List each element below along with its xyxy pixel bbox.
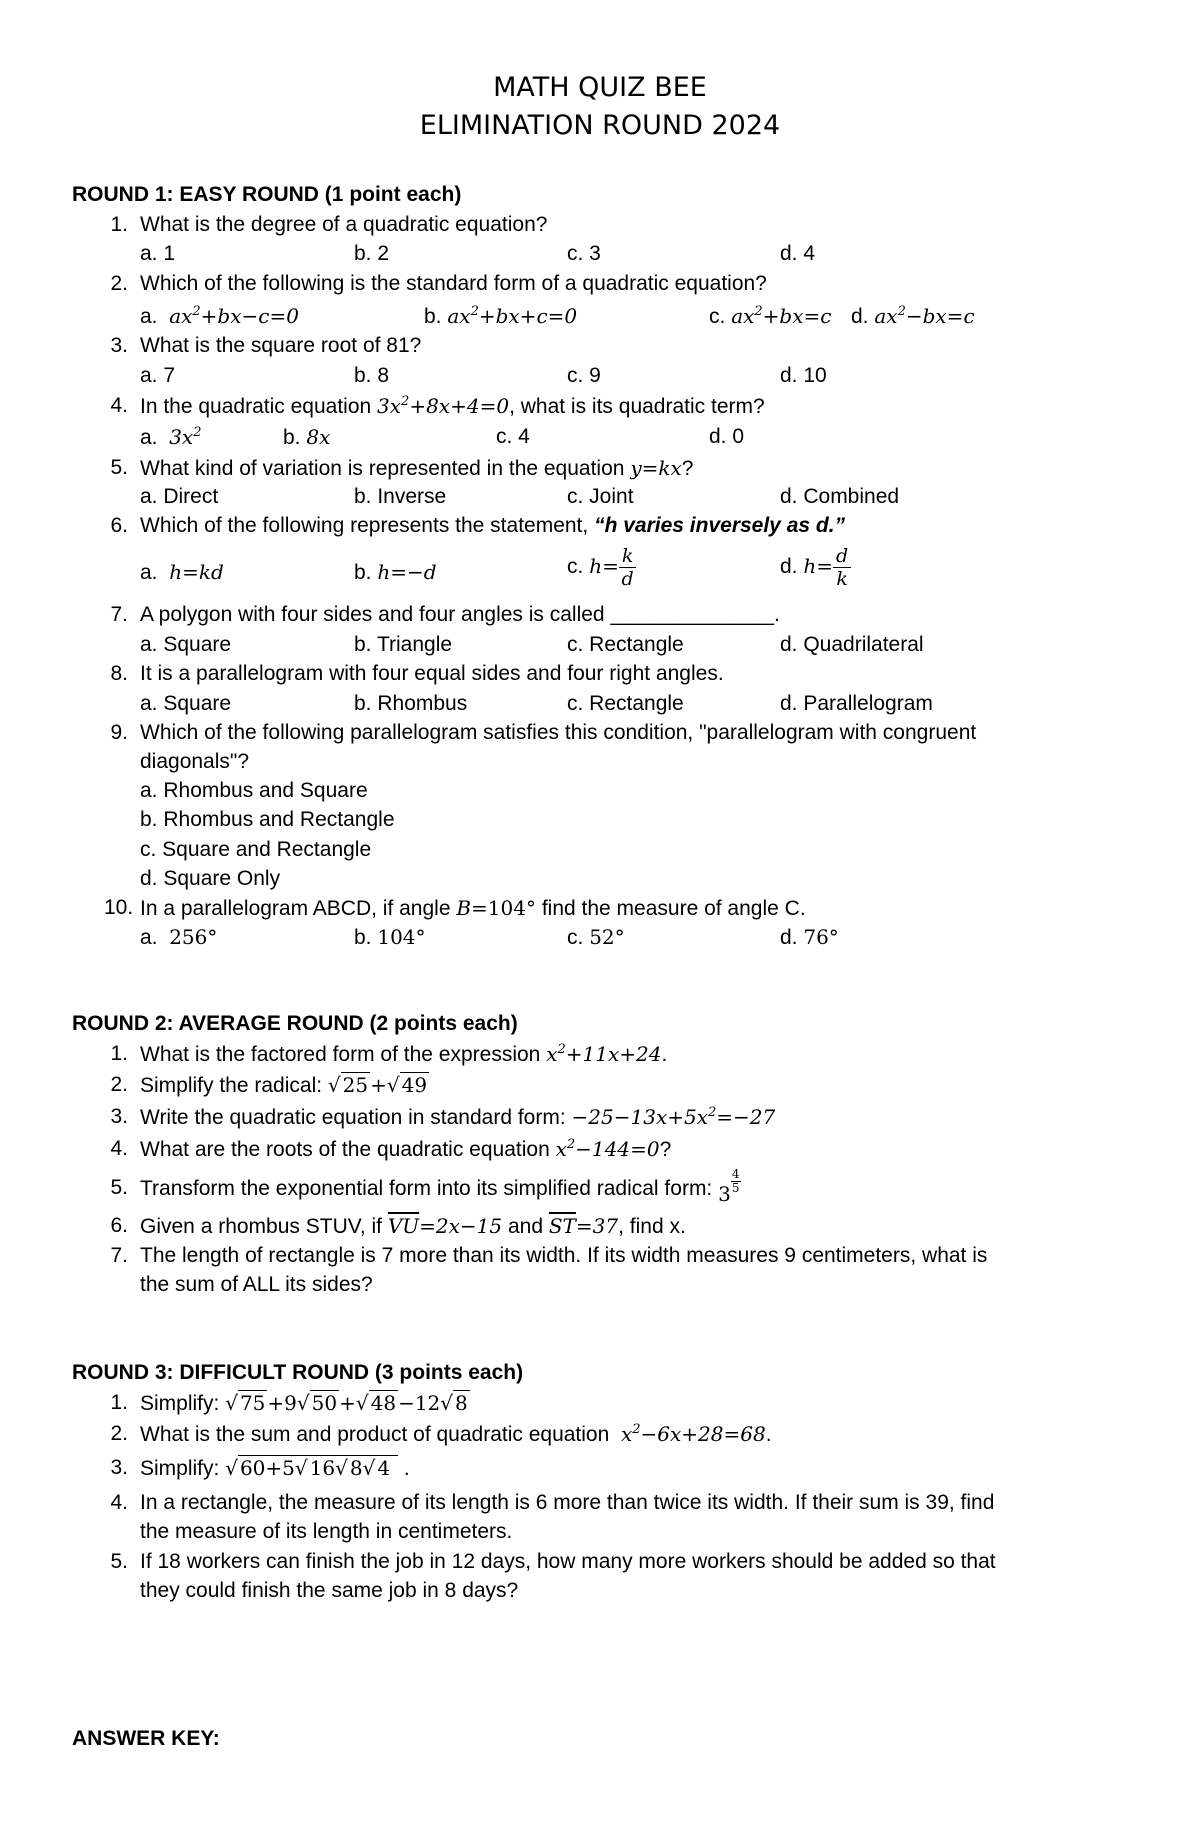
option-a: a. Square (140, 692, 232, 715)
r1-q10-text: In a parallelogram ABCD, if angle B=104° find the measure of angle C. (140, 896, 806, 920)
option-d: d. $ax^2-bx=c$ (851, 304, 975, 328)
option-c: c. 4 (496, 425, 530, 448)
r1-q6-options (0, 545, 1200, 601)
r1-q9-text-line2: diagonals"? (140, 750, 250, 773)
r1-q3-text: What is the square root of 81? (140, 334, 422, 357)
option-b: b. Rhombus (354, 692, 468, 715)
round2-heading: ROUND 2: AVERAGE ROUND (2 points each) (72, 1012, 518, 1035)
option-a: a. h=kd (140, 560, 224, 584)
option-a: a. $ax^2+bx-c=0$ (140, 304, 299, 328)
option-c: c. Joint (567, 485, 634, 508)
quiz-document: MATH QUIZ BEE ELIMINATION ROUND 2024 ROUND 1: EASY ROUND (1 point each) 1. What is the degree of a quadratic equation? a. 1 b. 2 c. 3 d. 4 2. Which of the following is the standard form of a quadratic equation? a. $ax^2+bx-c=0$ b. $ax^2+bx+c=0$ c. $ax^2+bx=c$ d. $ax^2-bx=c$ 3. What is the square root of 81? a. 7 b. 8 c. 9 d. 10 4. In the quadratic equation $3x^2+8x+4=0$, what is its quadratic term? a. $3x^2$ b. 8x c. 4 d. 0 5. What kind of variation is represented in the equation y=kx? a. Direct b. Inverse c. Joint d. Combined 6. Which of the following represents the statement, “h varies inversely as d.” a. h=kd b. h=−d c. h= $\frac{k}{d}$ d. h= $\frac{d}{k}$ 7. A polygon with four sides and four angles is called ______________. a. Square b. Triangle c. Rectangle d. Quadrilateral 8. It is a parallelogram with four equal sides and four right angles. a. Square b. Rhombus c. Rectangle d. Parallelogram 9. Which of the following parallelogram satisfies this condition, "parallelogram with congruent diagonals"? a. Rhombus and Square b. Rhombus and Rectangle c. Square and Rectangle d. Square Only 10. In a parallelogram ABCD, if angle B=104° find the measure of angle C. a. 256° b. 104° c. 52° d. 76° ROUND 2: AVERAGE ROUND (2 points each) 1. What is the factored form of the expression $x^2+11x+24$. 2. Simplify the radical: √ 25 +√ 49 3. Write the quadratic equation in standard form: $-25-13x+5x^2=-27$ 4. What are the roots of the quadratic equation $x^2-144=0$? 5. Transform the exponential form into its simplified radical form: 3 $\frac{4}{5}$ 6. Given a rhombus STUV, if $\overline{VU}=2x-15$ and $\overline{ST}=37$, find x. 7. The length of rectangle is 7 more than its width. If its width measures 9 centimeters, what is the sum of ALL its sides? ROUND 3: DIFFICULT ROUND (3 points each) 1. Simplify: √ 75 +9√ 50 +√ 48 −12√ 8 2. What is the sum and product of quadratic equation $x^2-6x+28=68$. 3. Simplify: √ 60+5√ 16√ 8√ 4 . 4. In a rectangle, the measure of its length is 6 more than twice its width. If their sum is 39, find the measure of its length in centimeters. 5. If 18 workers can finish the job in 12 days, how many more workers should be added so that they could finish the same job in 8 days? ANSWER KEY: (0, 0, 1200, 1835)
option-b: b. Rhombus and Rectangle (140, 808, 395, 831)
round3-heading: ROUND 3: DIFFICULT ROUND (3 points each) (72, 1361, 524, 1384)
option-d: d. 10 (780, 364, 827, 387)
option-a: a. Rhombus and Square (140, 779, 368, 802)
option-a: a. 1 (140, 242, 176, 265)
answer-key-heading: ANSWER KEY: (72, 1727, 220, 1750)
option-b: b. 8x (283, 425, 331, 449)
r1-q7-text: A polygon with four sides and four angles is called ______________. (140, 603, 780, 626)
r1-q5-text: What kind of variation is represented in the equation y=kx? (140, 456, 694, 480)
option-c: c. 52° (567, 925, 625, 949)
r3-q5-line2: they could finish the same job in 8 days? (140, 1579, 519, 1602)
option-d: d. 0 (709, 425, 745, 448)
option-d: d. 76° (780, 925, 839, 949)
option-c: c. $ax^2+bx=c$ (709, 304, 832, 328)
option-c: c. Rectangle (567, 633, 684, 656)
round1-heading: ROUND 1: EASY ROUND (1 point each) (72, 183, 462, 206)
option-a: a. 256° (140, 925, 218, 949)
option-c: c. 9 (567, 364, 601, 387)
option-a: a. $3x^2$ (140, 425, 202, 449)
r3-q4-line2: the measure of its length in centimeters. (140, 1520, 513, 1543)
option-a: a. Square (140, 633, 232, 656)
option-c: c. Square and Rectangle (140, 838, 372, 861)
option-d: d. Quadrilateral (780, 633, 924, 656)
r1-q9-text-line1: Which of the following parallelogram satisfies this condition, "parallelogram with congruent (140, 721, 977, 744)
option-c: c. Rectangle (567, 692, 684, 715)
option-b: b. 2 (354, 242, 390, 265)
option-c: c. h= $\frac{k}{d}$ (567, 545, 636, 590)
option-c: c. 3 (567, 242, 601, 265)
option-d: d. h= $\frac{d}{k}$ (780, 545, 851, 590)
option-d: d. Parallelogram (780, 692, 933, 715)
r1-q1-text: What is the degree of a quadratic equation? (140, 213, 548, 236)
option-b: b. 104° (354, 925, 426, 949)
option-a: a. Direct (140, 485, 219, 508)
r1-q2-text: Which of the following is the standard form of a quadratic equation? (140, 272, 767, 295)
option-b: b. 8 (354, 364, 390, 387)
option-b: b. Inverse (354, 485, 447, 508)
option-d: d. Square Only (140, 867, 281, 890)
option-b: b. Triangle (354, 633, 453, 656)
r1-q8-text: It is a parallelogram with four equal sides and four right angles. (140, 662, 724, 685)
doc-title-line1: MATH QUIZ BEE (493, 72, 707, 103)
option-d: d. Combined (780, 485, 900, 508)
r1-q4-text: In the quadratic equation $3x^2+8x+4=0$, what is its quadratic term? (140, 394, 765, 418)
option-b: b. $ax^2+bx+c=0$ (424, 304, 578, 328)
option-b: b. h=−d (354, 560, 437, 584)
r1-q6-text: Which of the following represents the statement, “h varies inversely as d.” (140, 514, 846, 537)
option-d: d. 4 (780, 242, 816, 265)
doc-title-line2: ELIMINATION ROUND 2024 (419, 110, 781, 141)
r2-q7-line2: the sum of ALL its sides? (140, 1273, 373, 1296)
option-a: a. 7 (140, 364, 176, 387)
